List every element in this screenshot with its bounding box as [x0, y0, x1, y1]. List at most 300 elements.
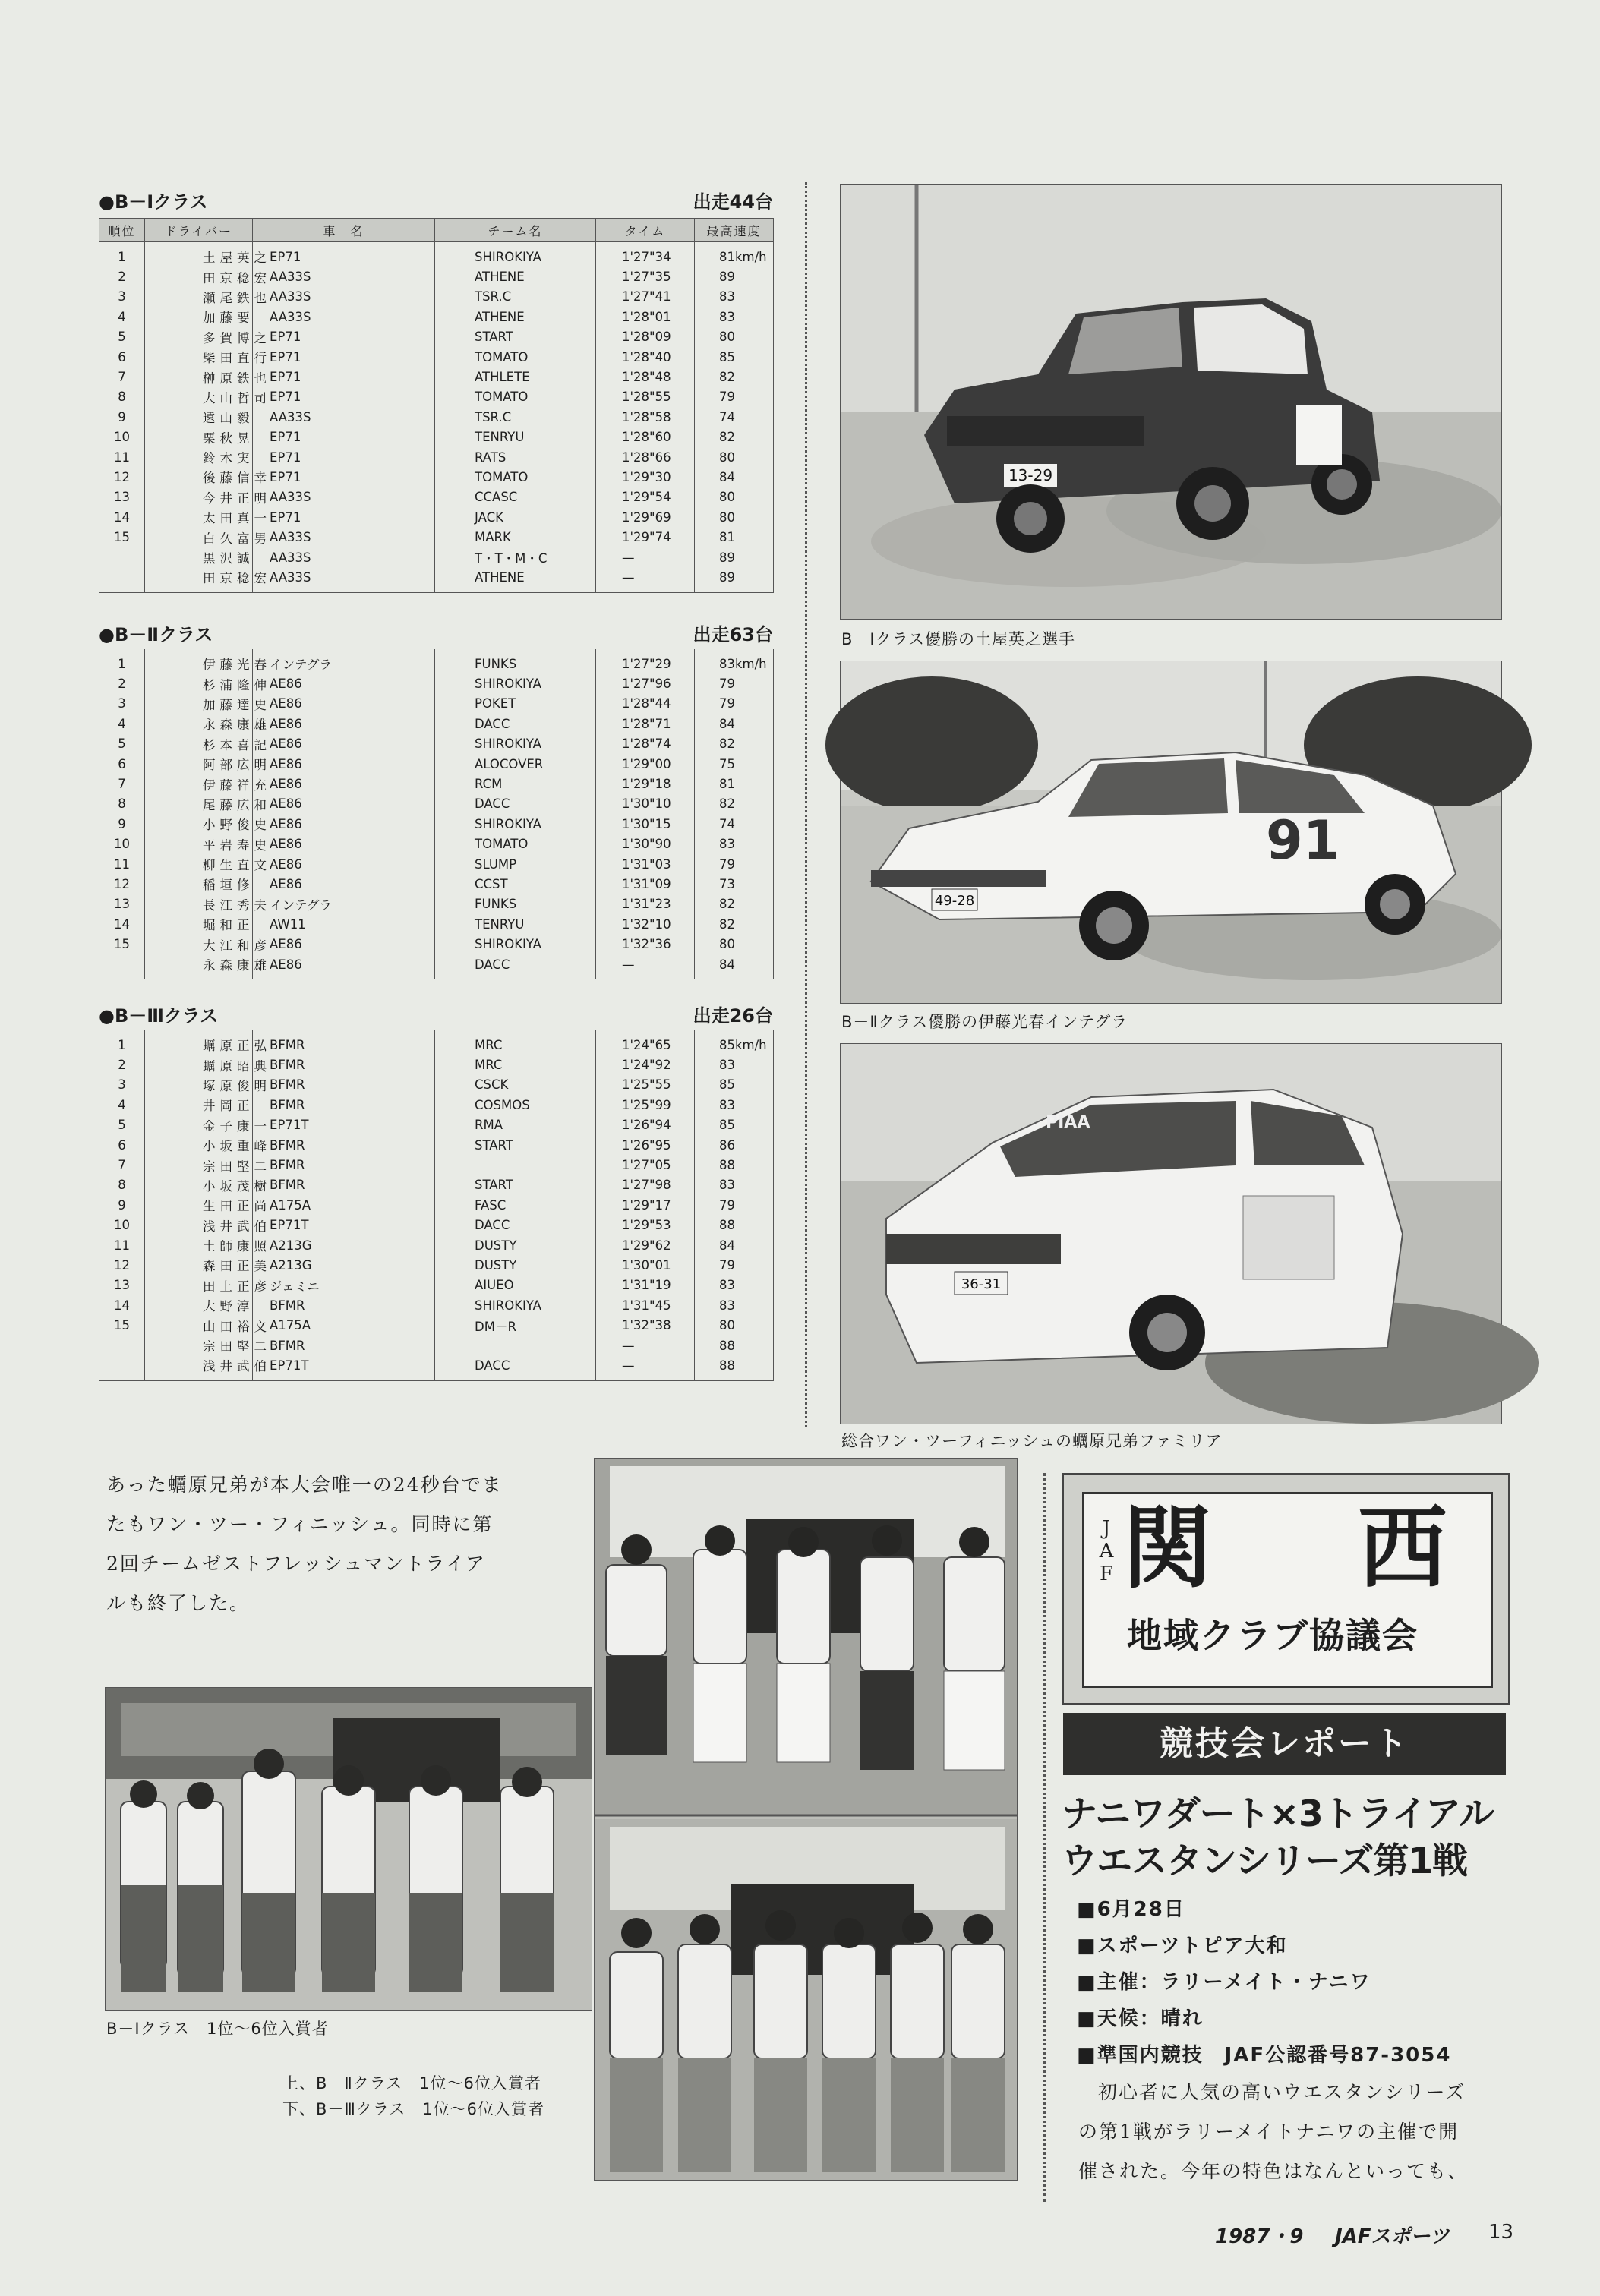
cell-drv: 加藤要 — [145, 307, 253, 326]
cell-car: BFMR — [253, 1295, 435, 1315]
cell-time: 1'28"66 — [596, 447, 695, 467]
photo-familia — [840, 1043, 1502, 1424]
cell-team: SLUMP — [435, 854, 596, 874]
table-row — [99, 714, 774, 733]
cell-time: 1'31"09 — [596, 874, 695, 894]
cell-spd: 80 — [695, 487, 774, 507]
cell-time: 1'31"45 — [596, 1295, 695, 1315]
cell-car: A175A — [253, 1195, 435, 1215]
cell-team — [435, 1336, 596, 1355]
cell-pos: 15 — [99, 1315, 145, 1335]
table-row — [99, 1095, 774, 1115]
cell-pos: 3 — [99, 287, 145, 307]
cell-time: 1'31"19 — [596, 1276, 695, 1295]
cell-time: 1'26"95 — [596, 1135, 695, 1155]
sidebar-body — [1078, 2073, 1468, 2191]
cell-pos: 10 — [99, 1216, 145, 1235]
cell-team: MRC — [435, 1030, 596, 1055]
cell-spd: 88 — [695, 1355, 774, 1380]
cell-time: 1'28"09 — [596, 327, 695, 347]
cell-team: SHIROKIYA — [435, 242, 596, 267]
cell-team: T・T・M・C — [435, 547, 596, 567]
column-header: 車 名 — [253, 219, 435, 242]
cell-time: 1'27"05 — [596, 1155, 695, 1175]
cell-time: 1'26"94 — [596, 1115, 695, 1135]
cell-car: EP71 — [253, 242, 435, 267]
cell-car: ジェミニ — [253, 1276, 435, 1295]
cell-pos — [99, 1336, 145, 1355]
cell-spd: 83 — [695, 1055, 774, 1074]
table-row — [99, 1235, 774, 1255]
cell-drv: 大野淳 — [145, 1295, 253, 1315]
cell-time: 1'28"01 — [596, 307, 695, 326]
cell-time: — — [596, 547, 695, 567]
cell-car: EP71 — [253, 387, 435, 407]
cell-team: DACC — [435, 1216, 596, 1235]
cell-pos: 2 — [99, 266, 145, 286]
cell-pos: 3 — [99, 694, 145, 714]
cell-car: EP71 — [253, 327, 435, 347]
cell-pos — [99, 547, 145, 567]
table-row — [99, 894, 774, 914]
cell-spd: 83 — [695, 1175, 774, 1195]
cell-pos: 11 — [99, 854, 145, 874]
cell-team: MARK — [435, 527, 596, 547]
class-title: ●B－Ⅱクラス — [99, 624, 213, 645]
cell-team: CSCK — [435, 1075, 596, 1095]
cell-spd: 73 — [695, 874, 774, 894]
cell-team: CCST — [435, 874, 596, 894]
cell-car: AE86 — [253, 734, 435, 754]
photo-caption-bottom: 下、B－Ⅲクラス 1位～6位入賞者 — [282, 2100, 544, 2118]
cell-drv: 多賀博之 — [145, 327, 253, 347]
cell-drv: 土師康照 — [145, 1235, 253, 1255]
cell-drv: 土屋英之 — [145, 242, 253, 267]
cell-team: DACC — [435, 714, 596, 733]
cell-pos: 4 — [99, 307, 145, 326]
event-title-line1: ナニワダート×3トライアル — [1062, 1793, 1494, 1835]
cell-car: AA33S — [253, 527, 435, 547]
cell-drv: 小坂重峰 — [145, 1135, 253, 1155]
cell-team: FUNKS — [435, 894, 596, 914]
cell-team: START — [435, 1135, 596, 1155]
table-row — [99, 1030, 774, 1055]
cell-time: 1'32"36 — [596, 934, 695, 954]
cell-car: AA33S — [253, 287, 435, 307]
cell-drv: 浅井武伯 — [145, 1216, 253, 1235]
cell-spd: 84 — [695, 714, 774, 733]
cell-time: 1'28"74 — [596, 734, 695, 754]
cell-pos: 14 — [99, 1295, 145, 1315]
cell-drv: 大江和彦 — [145, 934, 253, 954]
cell-time: 1'25"55 — [596, 1075, 695, 1095]
cell-spd: 80 — [695, 934, 774, 954]
cell-car: AE86 — [253, 694, 435, 714]
cell-pos: 15 — [99, 934, 145, 954]
table-row — [99, 1276, 774, 1295]
cell-pos: 15 — [99, 527, 145, 547]
cell-time: 1'27"98 — [596, 1175, 695, 1195]
cell-car: EP71 — [253, 367, 435, 386]
class-header-b2 — [99, 620, 773, 644]
table-row — [99, 1075, 774, 1095]
cell-drv: 宗田堅二 — [145, 1155, 253, 1175]
cell-spd: 83 — [695, 834, 774, 854]
cell-spd: 83 — [695, 287, 774, 307]
cell-car: BFMR — [253, 1075, 435, 1095]
cell-team: FUNKS — [435, 649, 596, 673]
cell-pos: 7 — [99, 774, 145, 793]
photo-caption: B－Ⅰクラス 1位～6位入賞者 — [106, 2020, 329, 2038]
cell-drv: 永森康雄 — [145, 714, 253, 733]
cell-spd: 85 — [695, 1115, 774, 1135]
cell-car: インテグラ — [253, 894, 435, 914]
cell-spd: 79 — [695, 694, 774, 714]
jaf-text: JAF — [1099, 1517, 1114, 1585]
cell-drv: 阿部広明 — [145, 754, 253, 774]
cell-drv: 小坂茂樹 — [145, 1175, 253, 1195]
cell-time: 1'27"41 — [596, 287, 695, 307]
table-row — [99, 242, 774, 267]
cell-drv: 小野俊史 — [145, 814, 253, 834]
column-header: 順位 — [99, 219, 145, 242]
article-line: ルも終了した。 — [106, 1592, 251, 1614]
plate-number: 36-31 — [961, 1276, 1002, 1292]
cell-spd: 79 — [695, 387, 774, 407]
windshield-banner: PIAA — [1046, 1113, 1090, 1132]
cell-drv: 塚原俊明 — [145, 1075, 253, 1095]
info-organizer: ■主催：ラリーメイト・ナニワ — [1077, 1971, 1371, 1994]
cell-spd: 75 — [695, 754, 774, 774]
cell-time: 1'32"10 — [596, 914, 695, 934]
cell-team: DACC — [435, 954, 596, 979]
cell-pos: 12 — [99, 874, 145, 894]
cell-car: EP71 — [253, 507, 435, 527]
cell-time: 1'31"23 — [596, 894, 695, 914]
cell-team: TENRYU — [435, 427, 596, 447]
cell-car: AE86 — [253, 754, 435, 774]
cell-car: AE86 — [253, 934, 435, 954]
photo-b2-winner — [840, 661, 1502, 1004]
cell-time: 1'30"01 — [596, 1255, 695, 1275]
cell-time: 1'29"54 — [596, 487, 695, 507]
cell-spd: 86 — [695, 1135, 774, 1155]
cell-team: MRC — [435, 1055, 596, 1074]
cell-spd: 80 — [695, 447, 774, 467]
cell-team: POKET — [435, 694, 596, 714]
cell-spd: 80 — [695, 507, 774, 527]
photo-caption: B－Ⅰクラス優勝の土屋英之選手 — [841, 630, 1075, 648]
table-row — [99, 694, 774, 714]
cell-pos: 12 — [99, 467, 145, 487]
cell-drv: 山田裕文 — [145, 1315, 253, 1335]
cell-car: A213G — [253, 1255, 435, 1275]
cell-spd: 84 — [695, 954, 774, 979]
column-divider — [805, 182, 807, 1427]
table-row — [99, 794, 774, 814]
cell-time: — — [596, 1336, 695, 1355]
plate-number: 49-28 — [934, 893, 975, 909]
table-row — [99, 814, 774, 834]
cell-team: START — [435, 1175, 596, 1195]
info-date: ■6月28日 — [1077, 1898, 1185, 1921]
table-row — [99, 754, 774, 774]
cell-time: 1'29"74 — [596, 527, 695, 547]
cell-time: 1'24"65 — [596, 1030, 695, 1055]
cell-drv: 田京稔宏 — [145, 266, 253, 286]
cell-drv: 永森康雄 — [145, 954, 253, 979]
table-row — [99, 1055, 774, 1074]
table-row — [99, 347, 774, 367]
sidebar-body-line: 催された。今年の特色はなんといっても、 — [1078, 2160, 1469, 2182]
cell-spd: 88 — [695, 1155, 774, 1175]
cell-pos — [99, 1355, 145, 1380]
plate-number: 13-29 — [1008, 466, 1053, 484]
cell-spd: 88 — [695, 1336, 774, 1355]
cell-team: TSR.C — [435, 407, 596, 427]
cell-drv: 平岩寿史 — [145, 834, 253, 854]
cell-time: 1'30"90 — [596, 834, 695, 854]
cell-team: TOMATO — [435, 834, 596, 854]
cell-car: BFMR — [253, 1175, 435, 1195]
cell-drv: 栗秋晃 — [145, 427, 253, 447]
jaf-kansai-logo-box — [1062, 1473, 1510, 1705]
cell-car: EP71T — [253, 1355, 435, 1380]
cell-car: AE86 — [253, 794, 435, 814]
cell-spd: 89 — [695, 266, 774, 286]
table-row — [99, 1155, 774, 1175]
cell-spd: 83km/h — [695, 649, 774, 673]
table-row — [99, 1175, 774, 1195]
results-table-b3 — [99, 1030, 774, 1381]
cell-spd: 74 — [695, 407, 774, 427]
cell-team: ATHENE — [435, 307, 596, 326]
cell-team: START — [435, 327, 596, 347]
cell-car: EP71 — [253, 347, 435, 367]
cell-drv: 今井正明 — [145, 487, 253, 507]
cell-pos: 6 — [99, 1135, 145, 1155]
cell-car: AA33S — [253, 547, 435, 567]
cell-drv: 後藤信幸 — [145, 467, 253, 487]
cell-car: AE86 — [253, 714, 435, 733]
table-row — [99, 1336, 774, 1355]
table-row — [99, 266, 774, 286]
cell-time: 1'27"96 — [596, 673, 695, 693]
cell-team: ATHENE — [435, 266, 596, 286]
table-row — [99, 447, 774, 467]
table-row — [99, 673, 774, 693]
cell-team — [435, 1155, 596, 1175]
cell-team: TOMATO — [435, 347, 596, 367]
cell-spd: 79 — [695, 1255, 774, 1275]
info-venue: ■スポーツトピア大和 — [1077, 1935, 1288, 1957]
cell-pos: 1 — [99, 649, 145, 673]
cell-car: AE86 — [253, 774, 435, 793]
table-row — [99, 914, 774, 934]
table-row — [99, 834, 774, 854]
cell-pos: 4 — [99, 1095, 145, 1115]
cell-car: AE86 — [253, 834, 435, 854]
cell-drv: 堀和正 — [145, 914, 253, 934]
sidebar-body-line: の第1戦がラリーメイトナニワの主催で開 — [1078, 2121, 1460, 2143]
cell-pos: 12 — [99, 1255, 145, 1275]
event-title-line2: ウエスタンシリーズ第1戦 — [1062, 1840, 1468, 1882]
cell-drv: 柳生直文 — [145, 854, 253, 874]
cell-spd: 81 — [695, 774, 774, 793]
cell-car: AA33S — [253, 266, 435, 286]
cell-time: 1'29"18 — [596, 774, 695, 793]
cell-pos: 8 — [99, 387, 145, 407]
cell-team: SHIROKIYA — [435, 1295, 596, 1315]
photo-caption: B－Ⅱクラス優勝の伊藤光春インテグラ — [841, 1013, 1128, 1031]
cell-team: FASC — [435, 1195, 596, 1215]
page-number: 13 — [1488, 2221, 1514, 2244]
column-header: 最高速度 — [695, 219, 774, 242]
cell-team: RMA — [435, 1115, 596, 1135]
cell-pos: 7 — [99, 1155, 145, 1175]
cell-drv: 稲垣修 — [145, 874, 253, 894]
cell-time: 1'25"99 — [596, 1095, 695, 1115]
cell-time: 1'29"62 — [596, 1235, 695, 1255]
cell-drv: 鈴木実 — [145, 447, 253, 467]
cell-car: A175A — [253, 1315, 435, 1335]
info-permit: ■準国内競技 JAF公認番号87-3054 — [1077, 2044, 1452, 2067]
column-divider — [1043, 1473, 1046, 2202]
cell-pos: 6 — [99, 347, 145, 367]
cell-pos: 11 — [99, 447, 145, 467]
cell-time: 1'28"58 — [596, 407, 695, 427]
cell-drv: 長江秀夫 — [145, 894, 253, 914]
region-right-char: 西 — [1358, 1495, 1448, 1601]
cell-team: ATHENE — [435, 567, 596, 592]
cell-car: AA33S — [253, 407, 435, 427]
cell-drv: 尾藤広和 — [145, 794, 253, 814]
cell-spd: 83 — [695, 1295, 774, 1315]
cell-spd: 85 — [695, 1075, 774, 1095]
cell-drv: 杉浦隆伸 — [145, 673, 253, 693]
issue-date: 1987・9 — [1215, 2225, 1304, 2248]
cell-car: AE86 — [253, 874, 435, 894]
jaf-vertical-text — [1095, 1517, 1118, 1585]
table-row — [99, 307, 774, 326]
cell-drv: 遠山毅 — [145, 407, 253, 427]
photo-caption: 総合ワン・ツーフィニッシュの蠣原兄弟ファミリア — [841, 1432, 1223, 1450]
cell-spd: 84 — [695, 467, 774, 487]
cell-car: BFMR — [253, 1135, 435, 1155]
cell-pos: 1 — [99, 1030, 145, 1055]
table-row — [99, 367, 774, 386]
table-row — [99, 407, 774, 427]
cell-spd: 83 — [695, 1276, 774, 1295]
cell-pos: 10 — [99, 834, 145, 854]
cell-team: DM－R — [435, 1315, 596, 1335]
cell-team: ALOCOVER — [435, 754, 596, 774]
cell-car: インテグラ — [253, 649, 435, 673]
cell-car: BFMR — [253, 1095, 435, 1115]
photo-b1-winner — [840, 184, 1502, 620]
cell-drv: 生田正尚 — [145, 1195, 253, 1215]
cell-team: DUSTY — [435, 1255, 596, 1275]
cell-spd: 88 — [695, 1216, 774, 1235]
cell-drv: 田京稔宏 — [145, 567, 253, 592]
cell-time: 1'29"53 — [596, 1216, 695, 1235]
cell-pos: 3 — [99, 1075, 145, 1095]
cell-spd: 84 — [695, 1235, 774, 1255]
cell-time: 1'30"15 — [596, 814, 695, 834]
cell-team: SHIROKIYA — [435, 734, 596, 754]
cell-car: A213G — [253, 1235, 435, 1255]
cell-car: AE86 — [253, 814, 435, 834]
article-body — [106, 1465, 562, 1623]
cell-team: COSMOS — [435, 1095, 596, 1115]
article-line: 2回チームゼストフレッシュマントライア — [106, 1553, 486, 1575]
cell-car: AA33S — [253, 487, 435, 507]
class-title: ●B－Ⅰクラス — [99, 191, 208, 213]
table-row — [99, 1115, 774, 1135]
cell-car: EP71T — [253, 1115, 435, 1135]
cell-spd: 82 — [695, 734, 774, 754]
cell-car: AE86 — [253, 673, 435, 693]
cell-car: BFMR — [253, 1030, 435, 1055]
cell-pos: 14 — [99, 507, 145, 527]
cell-time: 1'27"29 — [596, 649, 695, 673]
info-weather: ■天候：晴れ — [1077, 2007, 1204, 2030]
cell-time: 1'28"40 — [596, 347, 695, 367]
cell-drv: 太田真一 — [145, 507, 253, 527]
table-row — [99, 649, 774, 673]
cell-team: TSR.C — [435, 287, 596, 307]
cell-pos: 14 — [99, 914, 145, 934]
region-left-char: 関 — [1122, 1495, 1213, 1601]
cell-car: BFMR — [253, 1336, 435, 1355]
cell-pos: 2 — [99, 673, 145, 693]
cell-spd: 82 — [695, 894, 774, 914]
cell-team: SHIROKIYA — [435, 934, 596, 954]
cell-pos: 13 — [99, 487, 145, 507]
cell-car: AE86 — [253, 854, 435, 874]
cell-time: 1'29"17 — [596, 1195, 695, 1215]
cell-time: 1'28"60 — [596, 427, 695, 447]
cell-drv: 榊原鉄也 — [145, 367, 253, 386]
cell-drv: 蠣原昭典 — [145, 1055, 253, 1074]
cell-pos: 5 — [99, 1115, 145, 1135]
cell-car: EP71 — [253, 447, 435, 467]
cell-time: 1'28"48 — [596, 367, 695, 386]
table-row — [99, 327, 774, 347]
column-header: チーム名 — [435, 219, 596, 242]
council-name: 地域クラブ協議会 — [1127, 1615, 1419, 1656]
cell-team: CCASC — [435, 487, 596, 507]
cell-spd: 79 — [695, 673, 774, 693]
cell-spd: 80 — [695, 327, 774, 347]
cell-drv: 森田正美 — [145, 1255, 253, 1275]
cell-time: 1'31"03 — [596, 854, 695, 874]
cell-spd: 89 — [695, 547, 774, 567]
cell-team: ATHLETE — [435, 367, 596, 386]
cell-time: 1'28"55 — [596, 387, 695, 407]
cell-drv: 加藤達史 — [145, 694, 253, 714]
cell-drv: 伊藤光春 — [145, 649, 253, 673]
cell-pos: 9 — [99, 814, 145, 834]
cell-pos: 7 — [99, 367, 145, 386]
cell-pos — [99, 954, 145, 979]
table-row — [99, 1315, 774, 1335]
class-header-b1 — [99, 187, 773, 211]
cell-spd: 83 — [695, 307, 774, 326]
table-row — [99, 774, 774, 793]
cell-spd: 79 — [695, 1195, 774, 1215]
cell-spd: 80 — [695, 1315, 774, 1335]
